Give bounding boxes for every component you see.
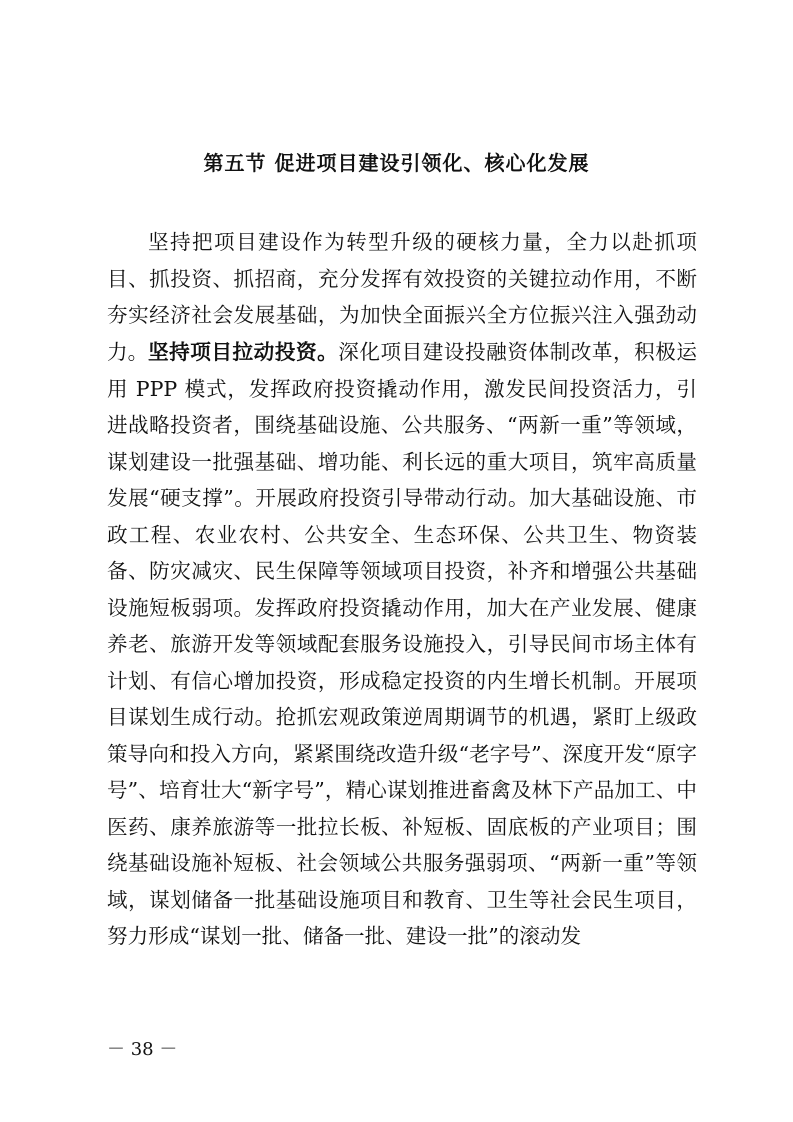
page-number: － 38 － [107, 1039, 178, 1060]
paragraph-text: 深化项目建设投融资体制改革，积极运用 PPP 模式，发挥政府投资撬动作用，激发民间投资活力，引进战略投资者，围绕基础设施、公共服务、“两新一重”等领域，谋划建设一批强基础、增功能、利长远的重大项目，筑牢高质量发展“硬支撑”。开展政府投资引导带动行动。加大基础设施、市政工程、农业农村、公共安全、生态环保、公共卫生、物资装备、防灾减灾、民生保障等领域项目投资，补齐和增强公共基础设施短板弱项。发挥政府投资撬动作用，加大在产业发展、健康养老、旅游开发等领域配套服务设施投入，引导民间市场主体有计划、有信心增加投资，形成稳定投资的内生增长机制。开展项目谋划生成行动。抢抓宏观政策逆周期调节的机遇，紧盯上级政策导向和投入方向，紧紧围绕改造升级“老字号”、深度开发“原字号”、培育壮大“新字号”，精心谋划推进畜禽及林下产品加工、中医药、康养旅游等一批拉长板、补短板、固底板的产业项目；围绕基础设施补短板、社会领域公共服务强弱项、“两新一重”等领域，谋划储备一批基础设施项目和教育、卫生等社会民生项目，努力形成“谋划一批、储备一批、建设一批”的滚动发 [107, 340, 698, 948]
section-title: 第五节 促进项目建设引领化、核心化发展 [203, 151, 590, 175]
paragraph-lead: 坚持项目拉动投资。 [148, 340, 339, 364]
paragraph-investment [107, 334, 697, 955]
paragraph-text: 坚持把项目建设作为转型升级的硬核力量，全力以赴抓项目、抓投资、抓招商，充分发挥有效投资的关键拉动作用，不断夯实经济社会发展基础，为加快全面振兴全方位振兴注入强劲动力。 [107, 230, 697, 364]
paragraph [107, 334, 697, 955]
